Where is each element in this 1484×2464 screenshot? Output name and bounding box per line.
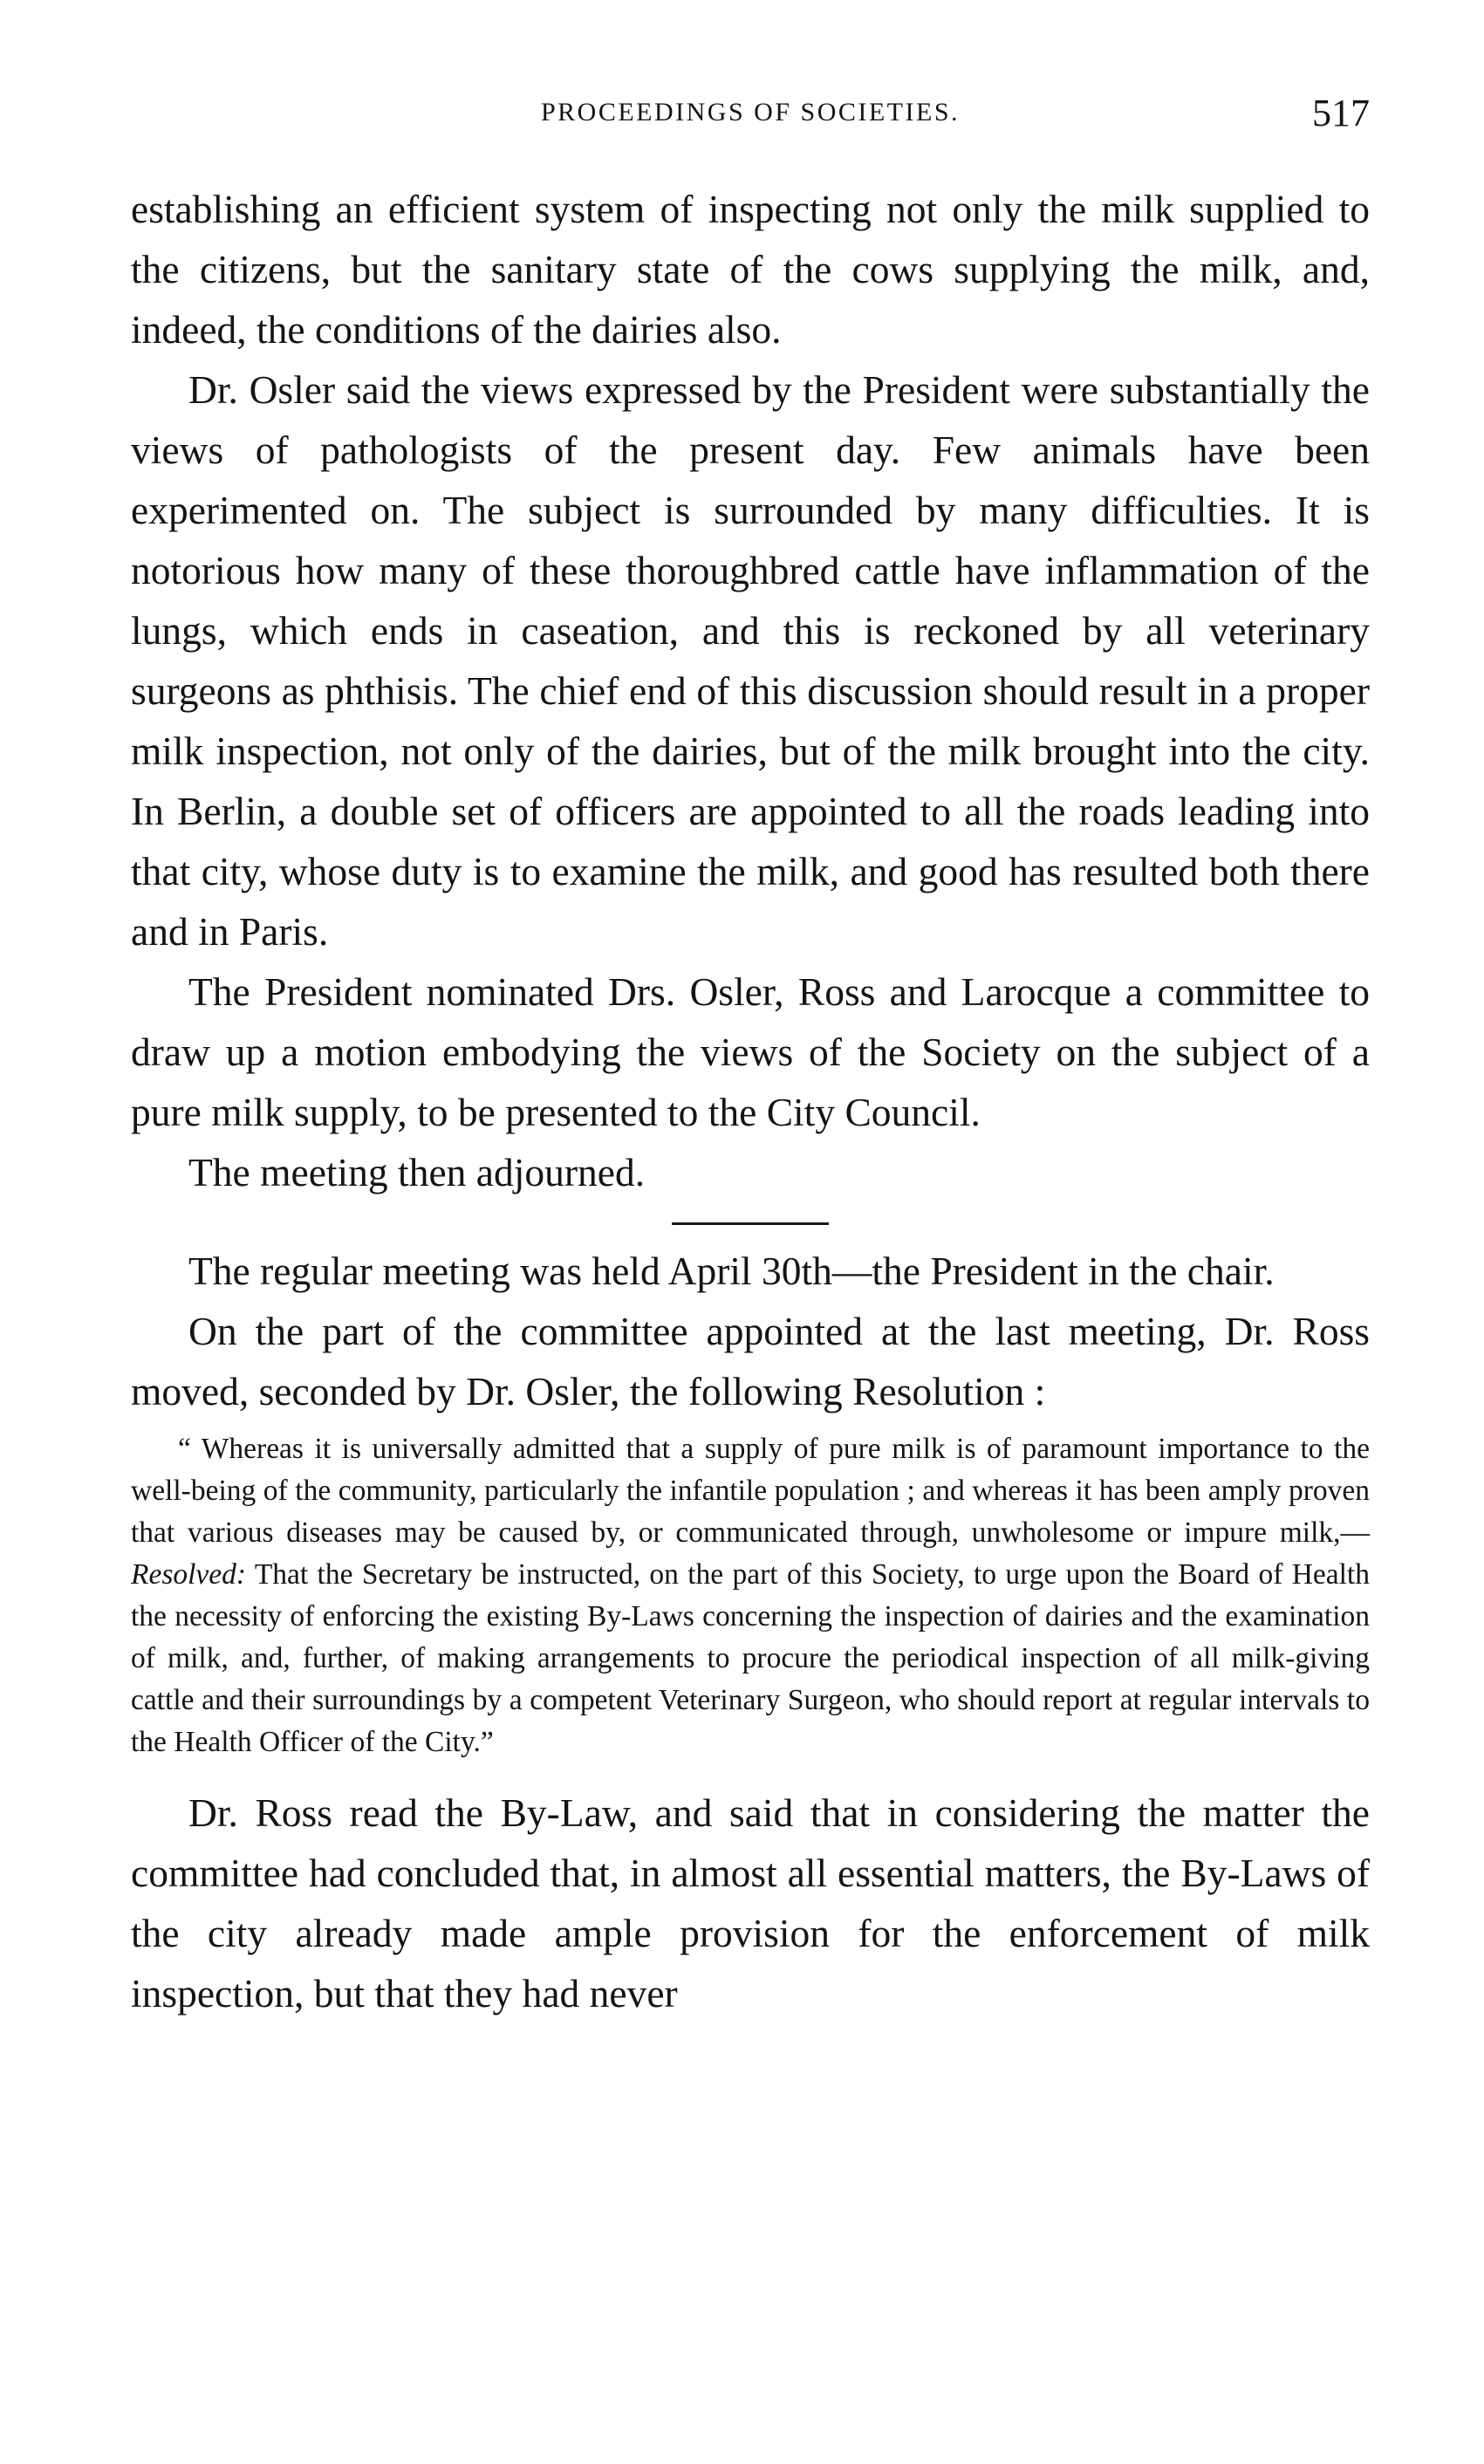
paragraph-adjournment: The meeting then adjourned. bbox=[188, 1150, 646, 1194]
resolution-body: That the Secretary be instructed, on the part of this Society, to urge upon the Board of Health the necessity of enforcing the existing By-Laws concerning the inspection of dairies and the examination of milk, and, further, of making arrangements to procure the periodical inspection of all milk-giving cattle and their surroundings by a competent Veterinary Surgeon, who should report at regular intervals to the Health Officer of the City.” bbox=[131, 1558, 1370, 1758]
paragraph-continuation: establishing an efficient system of inspecting not only the milk supplied to the citizens, but the sanitary state of the cows supplying the milk, and, indeed, the conditions of the dairies also. bbox=[131, 187, 1370, 352]
paragraph-committee-nomination: The President nominated Drs. Osler, Ross and Larocque a committee to draw up a motion embodying the views of the Society on the subject of a pure milk supply, to be presented to the City Council. bbox=[131, 969, 1370, 1134]
resolution-quote bbox=[131, 1421, 1370, 1783]
running-title: PROCEEDINGS OF SOCIETIES. bbox=[540, 98, 961, 127]
body-text bbox=[131, 179, 1370, 2023]
paragraph-osler-remarks: Dr. Osler said the views expressed by the President were substantially the views of pathologists of the present day. Few animals have been experimented on. The subject is surrounded by many difficulties. It is notorious how many of these thoroughbred cattle have inflammation of the lungs, which ends in caseation, and this is reckoned by all veterinary surgeons as phthisis. The chief end of this discussion should result in a proper milk inspection, not only of the dairies, but of the milk brought into the city. In Berlin, a double set of officers are appointed to all the roads leading into that city, whose duty is to examine the milk, and good has resulted both there and in Paris. bbox=[131, 367, 1370, 954]
paragraph-ross-bylaw: Dr. Ross read the By-Law, and said that in considering the matter the committee had concluded that, in almost all essential matters, the By-Laws of the city already made ample provision for the enforcement of milk inspection, but that they had never bbox=[131, 1790, 1370, 2016]
resolution-preamble: “ Whereas it is universally admitted that a supply of pure milk is of paramount importance to the well-being of the community, particularly the infantile population ; and whereas it has been amply proven that various diseases may be caused by, or communicated through, unwholesome or impure milk,— bbox=[131, 1433, 1370, 1549]
page-number: 517 bbox=[1312, 92, 1370, 134]
section-divider bbox=[672, 1222, 829, 1225]
paragraph-motion: On the part of the committee appointed at the last meeting, Dr. Ross moved, seconded by Dr. Osler, the following Resolution : bbox=[131, 1309, 1370, 1413]
running-head bbox=[131, 91, 1370, 143]
resolved-label: Resolved: bbox=[131, 1558, 247, 1591]
paragraph-regular-meeting: The regular meeting was held April 30th—the President in the chair. bbox=[188, 1249, 1275, 1293]
